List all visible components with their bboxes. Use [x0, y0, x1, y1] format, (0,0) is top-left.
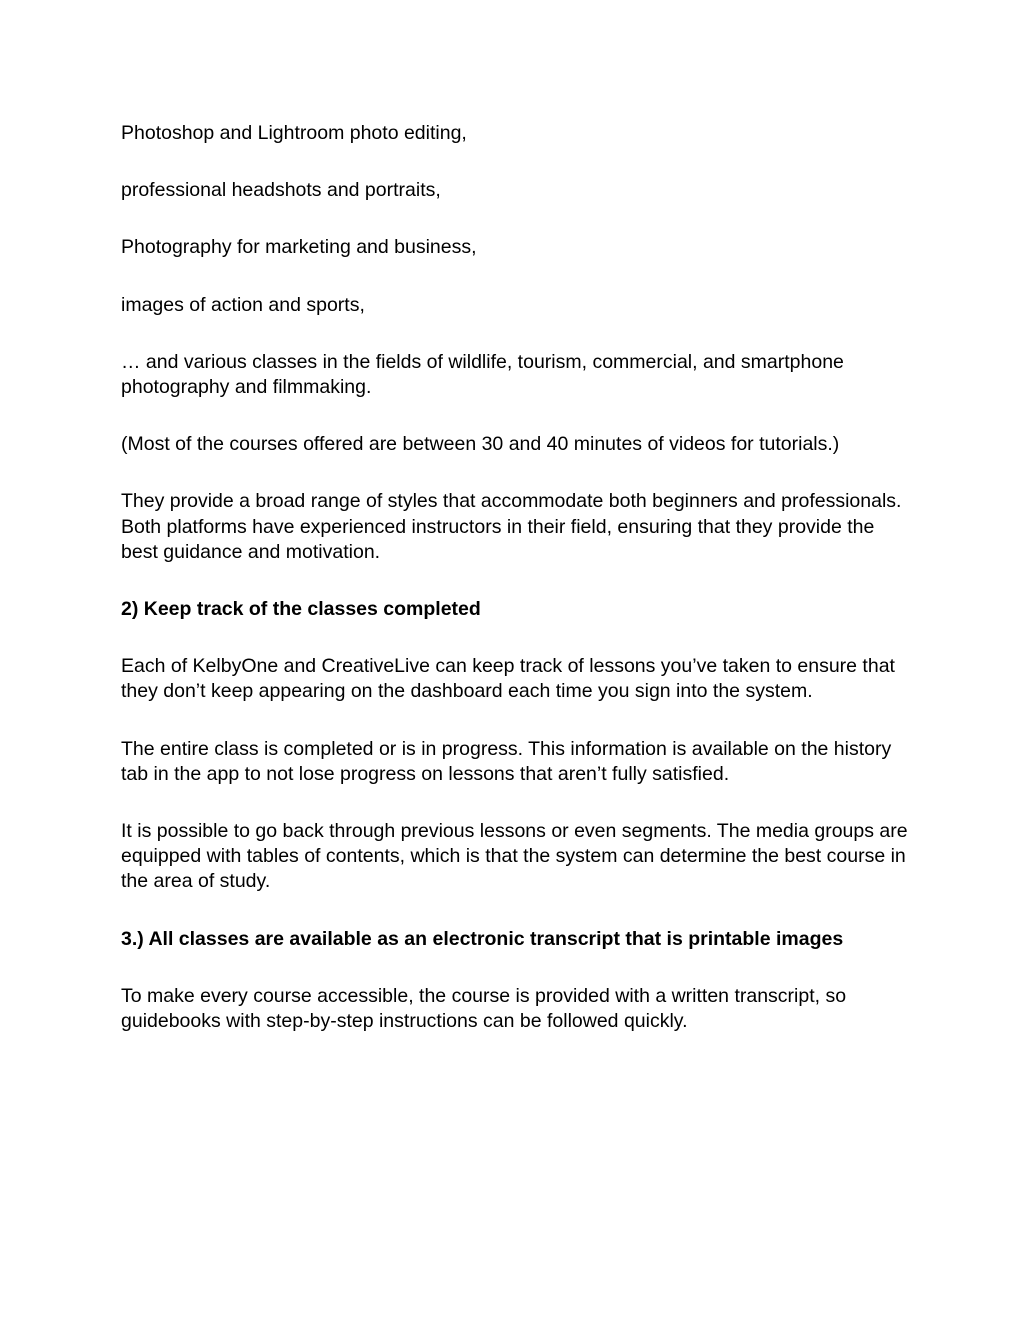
paragraph-track-lessons: Each of KelbyOne and CreativeLive can keep track of lessons you’ve taken to ensure that they don’t keep appearing on the dashboard each time you sign into the system.	[121, 655, 895, 703]
paragraph-history-tab: The entire class is completed or is in progress. This information is available on the history tab in the app to not lose progress on lessons that aren’t fully satisfied.	[121, 737, 892, 785]
paragraph-marketing: Photography for marketing and business,	[121, 236, 477, 259]
paragraph-accessible-transcript: To make every course accessible, the course is provided with a written transcript, so guidebooks with step-by-step instructions can be followed quickly.	[121, 984, 847, 1033]
paragraph-photo-editing: Photoshop and Lightroom photo editing,	[121, 122, 467, 144]
paragraph-action-sports: images of action and sports,	[121, 293, 365, 316]
paragraph-previous-lessons: It is possible to go back through previous lessons or even segments. The media groups are equipped with tables of contents, which is that the system can determine the best course in the area of study.	[121, 820, 908, 893]
paragraph-headshots: professional headshots and portraits,	[121, 179, 441, 202]
paragraph-styles: They provide a broad range of styles that accommodate both beginners and professionals. Both platforms have experienced instructors in their field, ensuring that they provide the best guidance and motivation.	[121, 490, 902, 563]
paragraph-various-classes: … and various classes in the fields of wildlife, tourism, commercial, and smartphone photography and filmmaking.	[121, 350, 844, 399]
heading-transcripts: 3.) All classes are available as an electronic transcript that is printable images	[121, 927, 844, 950]
paragraph-course-length: (Most of the courses offered are between 30 and 40 minutes of videos for tutorials.)	[121, 433, 840, 456]
heading-track-classes: 2) Keep track of the classes completed	[121, 598, 481, 621]
document-page	[121, 121, 911, 1066]
